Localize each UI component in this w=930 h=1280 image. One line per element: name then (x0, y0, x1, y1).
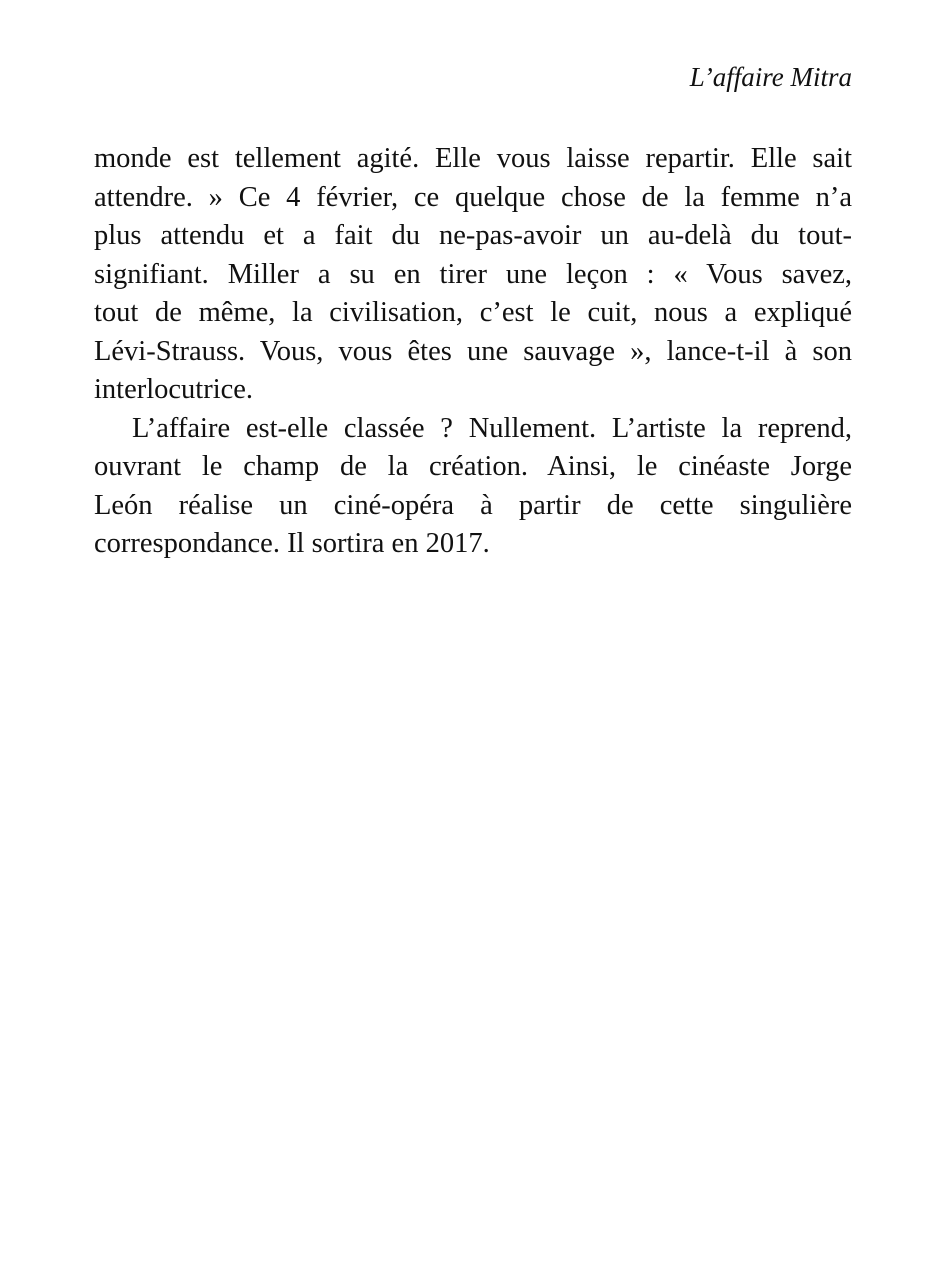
text-line: monde est tellement agité. Elle vous laisse repartir. Elle sait (94, 143, 852, 174)
text-line: attendre. » Ce 4 février, ce quelque chose de la femme n’a (94, 181, 852, 213)
text-line: Lévi-Strauss. Vous, vous êtes une sauvage », lance-t-il à son (94, 335, 852, 367)
running-header-title: L’affaire Mitra (689, 62, 852, 92)
text-line: L’affaire est-elle classée ? Nullement. L’artiste la reprend, (132, 412, 852, 444)
paragraph-1 (94, 140, 852, 410)
paragraph-2 (94, 410, 852, 564)
text-line: interlocutrice. (94, 374, 254, 405)
text-line: correspondance. Il sortira en 2017. (94, 528, 490, 559)
body-text (94, 140, 852, 564)
text-line: tout de même, la civilisation, c’est le cuit, nous a expliqué (94, 297, 852, 328)
text-line: León réalise un ciné-opéra à partir de cette singulière (94, 489, 852, 521)
text-line: ouvrant le champ de la création. Ainsi, le cinéaste Jorge (94, 451, 852, 482)
text-line: plus attendu et a fait du ne-pas-avoir un au-delà du tout- (94, 220, 852, 251)
text-line: signifiant. Miller a su en tirer une leçon : « Vous savez, (94, 258, 852, 290)
